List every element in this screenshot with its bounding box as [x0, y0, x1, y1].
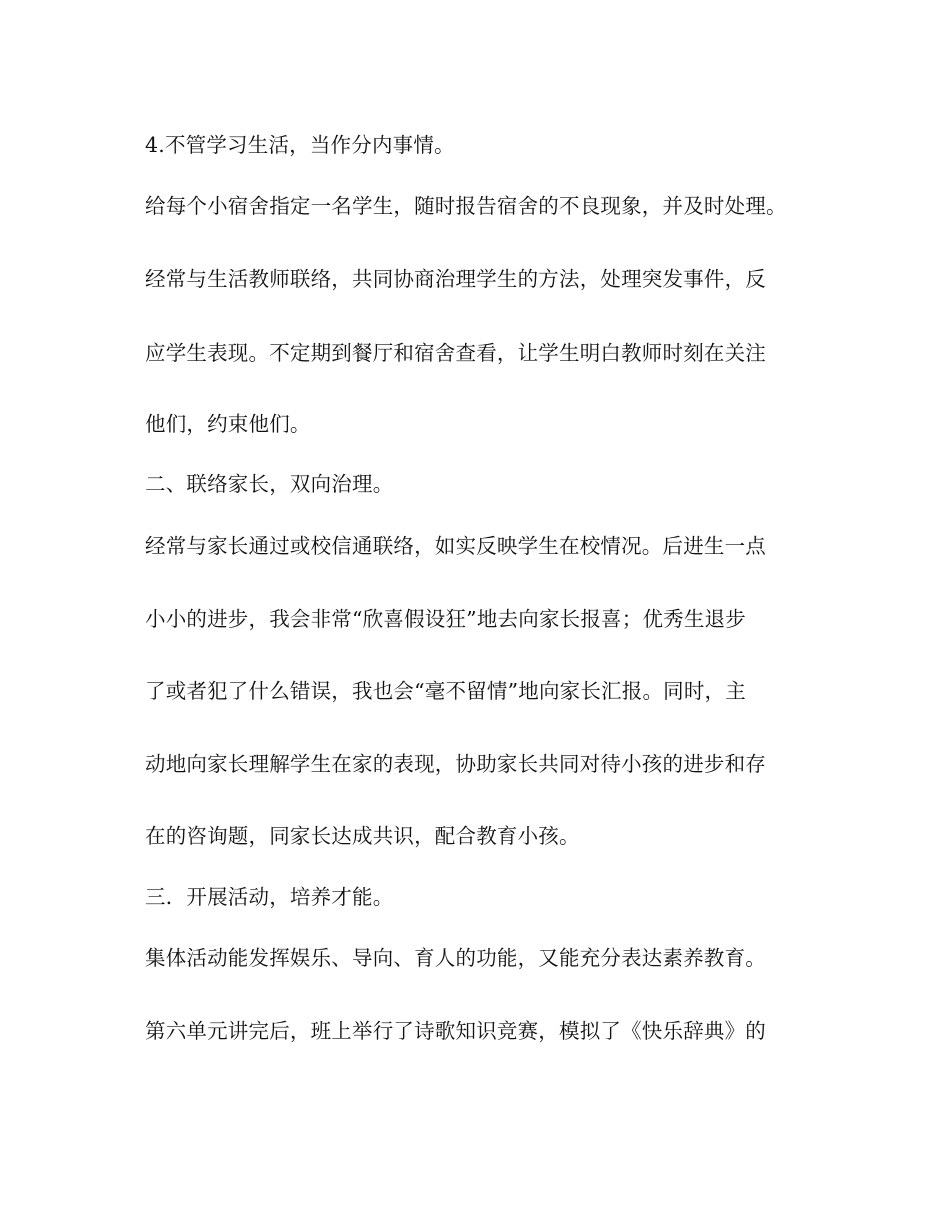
- section-heading: 三．开展活动，培养才能。: [145, 885, 394, 909]
- text-line: 了或者犯了什么错误，我也会“毫不留情”地向家长汇报。同时，主: [145, 679, 746, 703]
- text-line: 经常与生活教师联络，共同协商治理学生的方法，处理突发事件，反: [145, 267, 766, 291]
- text-line: 集体活动能发挥娱乐、导向、育人的功能，又能充分表达素养教育。: [145, 946, 766, 970]
- text-line: 4.不管学习生活，当作分内事情。: [145, 133, 455, 157]
- text-line: 经常与家长通过或校信通联络，如实反映学生在校情况。后进生一点: [145, 534, 766, 558]
- text-line: 在的咨询题，同家长达成共识，配合教育小孩。: [145, 824, 580, 848]
- section-heading: 二、联络家长，双向治理。: [145, 472, 394, 496]
- text-line: 动地向家长理解学生在家的表现，协助家长共同对待小孩的进步和存: [145, 752, 766, 776]
- text-line: 应学生表现。不定期到餐厅和宿舍查看，让学生明白教师时刻在关注: [145, 341, 766, 365]
- text-line: 他们，约束他们。: [145, 412, 311, 436]
- text-line: 给每个小宿舍指定一名学生，随时报告宿舍的不良现象，并及时处理。: [145, 194, 787, 218]
- text-line: 第六单元讲完后，班上举行了诗歌知识竞赛，模拟了《快乐辞典》的: [145, 1019, 766, 1043]
- text-line: 小小的进步，我会非常“欣喜假设狂”地去向家长报喜；优秀生退步: [145, 607, 746, 631]
